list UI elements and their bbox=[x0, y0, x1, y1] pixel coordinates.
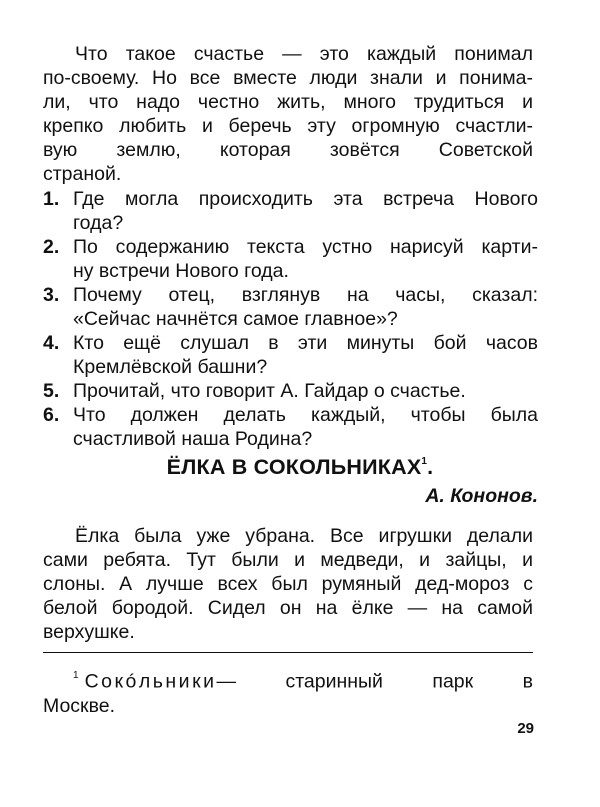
question-line: Кто ещё слушал в эти минуты бой часов bbox=[73, 332, 538, 354]
footnote-line bbox=[43, 666, 533, 694]
footnote bbox=[43, 666, 533, 718]
question-item bbox=[43, 331, 538, 379]
story-line: слоны. А лучше всех был румяный дед-мороз с bbox=[43, 573, 533, 595]
story-author: А. Кононов. bbox=[425, 485, 538, 507]
question-line: Кремлёвской башни? bbox=[73, 356, 268, 378]
footnote-mark: 1 bbox=[73, 670, 79, 681]
intro-line: страной. bbox=[43, 163, 122, 185]
intro-line: Что такое счастье — это каждый понимал bbox=[75, 43, 533, 65]
story-title bbox=[0, 455, 600, 480]
question-line: Почему отец, взглянув на часы, сказал: bbox=[73, 284, 538, 306]
question-item bbox=[43, 235, 538, 283]
question-number: 1. bbox=[43, 188, 60, 210]
question-line: Что должен делать каждый, чтобы была bbox=[73, 404, 538, 426]
intro-paragraph bbox=[43, 42, 533, 186]
question-line: Прочитай, что говорит А. Гайдар о счастье. bbox=[73, 380, 466, 402]
title-footnote-mark: 1 bbox=[421, 455, 428, 467]
questions-list bbox=[43, 187, 538, 451]
question-number: 6. bbox=[43, 404, 60, 426]
question-number: 5. bbox=[43, 380, 60, 402]
title-period: . bbox=[427, 455, 434, 479]
question-line: счастливой наша Родина? bbox=[73, 428, 313, 450]
question-item bbox=[43, 283, 538, 331]
intro-line: крепко любить и беречь эту огромную счастли- bbox=[43, 115, 533, 137]
intro-line: ли, что надо честно жить, много трудиться и bbox=[43, 91, 533, 113]
footnote-definition: — старинный парк в bbox=[216, 670, 533, 693]
footnote-term: Сокóльники bbox=[84, 670, 217, 693]
story-title-text: ЁЛКА В СОКОЛЬНИКАХ bbox=[166, 455, 422, 479]
question-number: 4. bbox=[43, 332, 60, 354]
intro-line: вую землю, которая зовётся Советской bbox=[43, 139, 533, 161]
question-line: ну встречи Нового года. bbox=[73, 260, 289, 282]
story-paragraph bbox=[43, 524, 533, 644]
question-line: Где могла происходить эта встреча Нового bbox=[73, 188, 538, 210]
question-item bbox=[43, 379, 538, 403]
question-number: 2. bbox=[43, 236, 60, 258]
question-line: По содержанию текста устно нарисуй карти- bbox=[73, 236, 538, 258]
story-line: сами ребята. Тут были и медведи, и зайцы, и bbox=[43, 549, 533, 571]
question-item bbox=[43, 187, 538, 235]
question-number: 3. bbox=[43, 284, 60, 306]
intro-line: по-своему. Но все вместе люди знали и понима- bbox=[43, 67, 533, 89]
page-number: 29 bbox=[517, 720, 534, 737]
question-line: года? bbox=[73, 212, 124, 234]
footnote-line: Москве. bbox=[43, 694, 115, 717]
story-line: Ёлка была уже убрана. Все игрушки делали bbox=[75, 525, 533, 547]
question-item bbox=[43, 403, 538, 451]
question-line: «Сейчас начнётся самое главное»? bbox=[73, 308, 398, 330]
story-line: белой бородой. Сидел он на ёлке — на самой bbox=[43, 597, 533, 619]
footnote-divider bbox=[43, 652, 533, 653]
story-line: верхушке. bbox=[43, 621, 135, 643]
